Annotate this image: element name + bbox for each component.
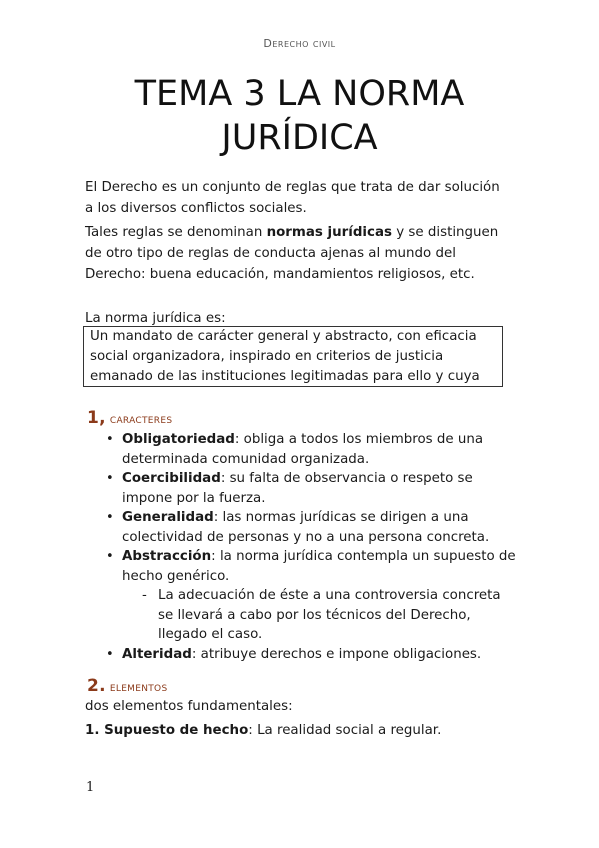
p2-text-after: y se distinguen de otro tipo de reglas de conducta ajenas al mundo del Derecho: buena educación, mandamientos religiosos, etc. bbox=[85, 225, 499, 282]
trait-term: Alteridad bbox=[122, 646, 192, 662]
section-number: 1, bbox=[87, 408, 106, 428]
trait-text: : su falta de observancia o respeto se impone por la fuerza. bbox=[122, 471, 473, 506]
section-heading-elementos bbox=[87, 676, 167, 696]
trait-term: Obligatoriedad bbox=[122, 432, 235, 447]
section-label: elementos bbox=[109, 680, 168, 695]
trait-text: : obliga a todos los miembros de una determinada comunidad organizada. bbox=[122, 432, 484, 467]
list-item bbox=[106, 645, 516, 665]
element-text: : La realidad social a regular. bbox=[248, 723, 442, 738]
intro-paragraph-2 bbox=[85, 223, 505, 285]
running-header: Derecho civil bbox=[263, 37, 336, 50]
elementos-item-1 bbox=[85, 721, 505, 742]
title-line-2: JURÍDICA bbox=[221, 118, 378, 158]
caracteres-list bbox=[106, 430, 516, 664]
trait-term: Coercibilidad bbox=[122, 471, 221, 486]
p2-text-before: Tales reglas se denominan bbox=[85, 225, 267, 240]
elementos-intro: dos elementos fundamentales: bbox=[85, 699, 293, 714]
page-title bbox=[60, 72, 539, 160]
trait-text: : la norma jurídica contempla un supuesto de hecho genérico. bbox=[122, 549, 516, 584]
trait-term: Abstracción bbox=[122, 549, 212, 564]
section-label: caracteres bbox=[109, 412, 173, 427]
list-item bbox=[106, 430, 516, 469]
trait-term: Generalidad bbox=[122, 510, 214, 525]
sub-list-item: - La adecuación de éste a una controversia concreta se llevará a cabo por los técnicos del Derecho, llegado el caso. bbox=[122, 586, 516, 645]
page-number: 1 bbox=[86, 780, 95, 795]
section-heading-caracteres bbox=[87, 408, 172, 428]
trait-text: : atribuye derechos e impone obligaciones. bbox=[191, 646, 482, 662]
intro-paragraph-1: El Derecho es un conjunto de reglas que trata de dar solución a los diversos conflictos sociales. bbox=[85, 180, 500, 216]
list-item bbox=[106, 547, 516, 645]
title-line-1: TEMA 3 LA NORMA bbox=[134, 74, 465, 114]
section-number: 2. bbox=[87, 676, 106, 696]
element-term: 1. Supuesto de hecho bbox=[85, 723, 249, 738]
sub-list bbox=[122, 586, 516, 645]
p2-bold-term: normas jurídicas bbox=[266, 225, 392, 240]
trait-text: : las normas jurídicas se dirigen a una colectividad de personas y no a una persona concreta. bbox=[122, 510, 490, 545]
intro-paragraph-3: La norma jurídica es: bbox=[85, 311, 226, 326]
list-item bbox=[106, 469, 516, 508]
list-item bbox=[106, 508, 516, 547]
definition-box: Un mandato de carácter general y abstracto, con eficacia social organizadora, inspirado en criterios de justicia emanado de las instituciones legitimadas para ello y cuya bbox=[83, 326, 503, 387]
